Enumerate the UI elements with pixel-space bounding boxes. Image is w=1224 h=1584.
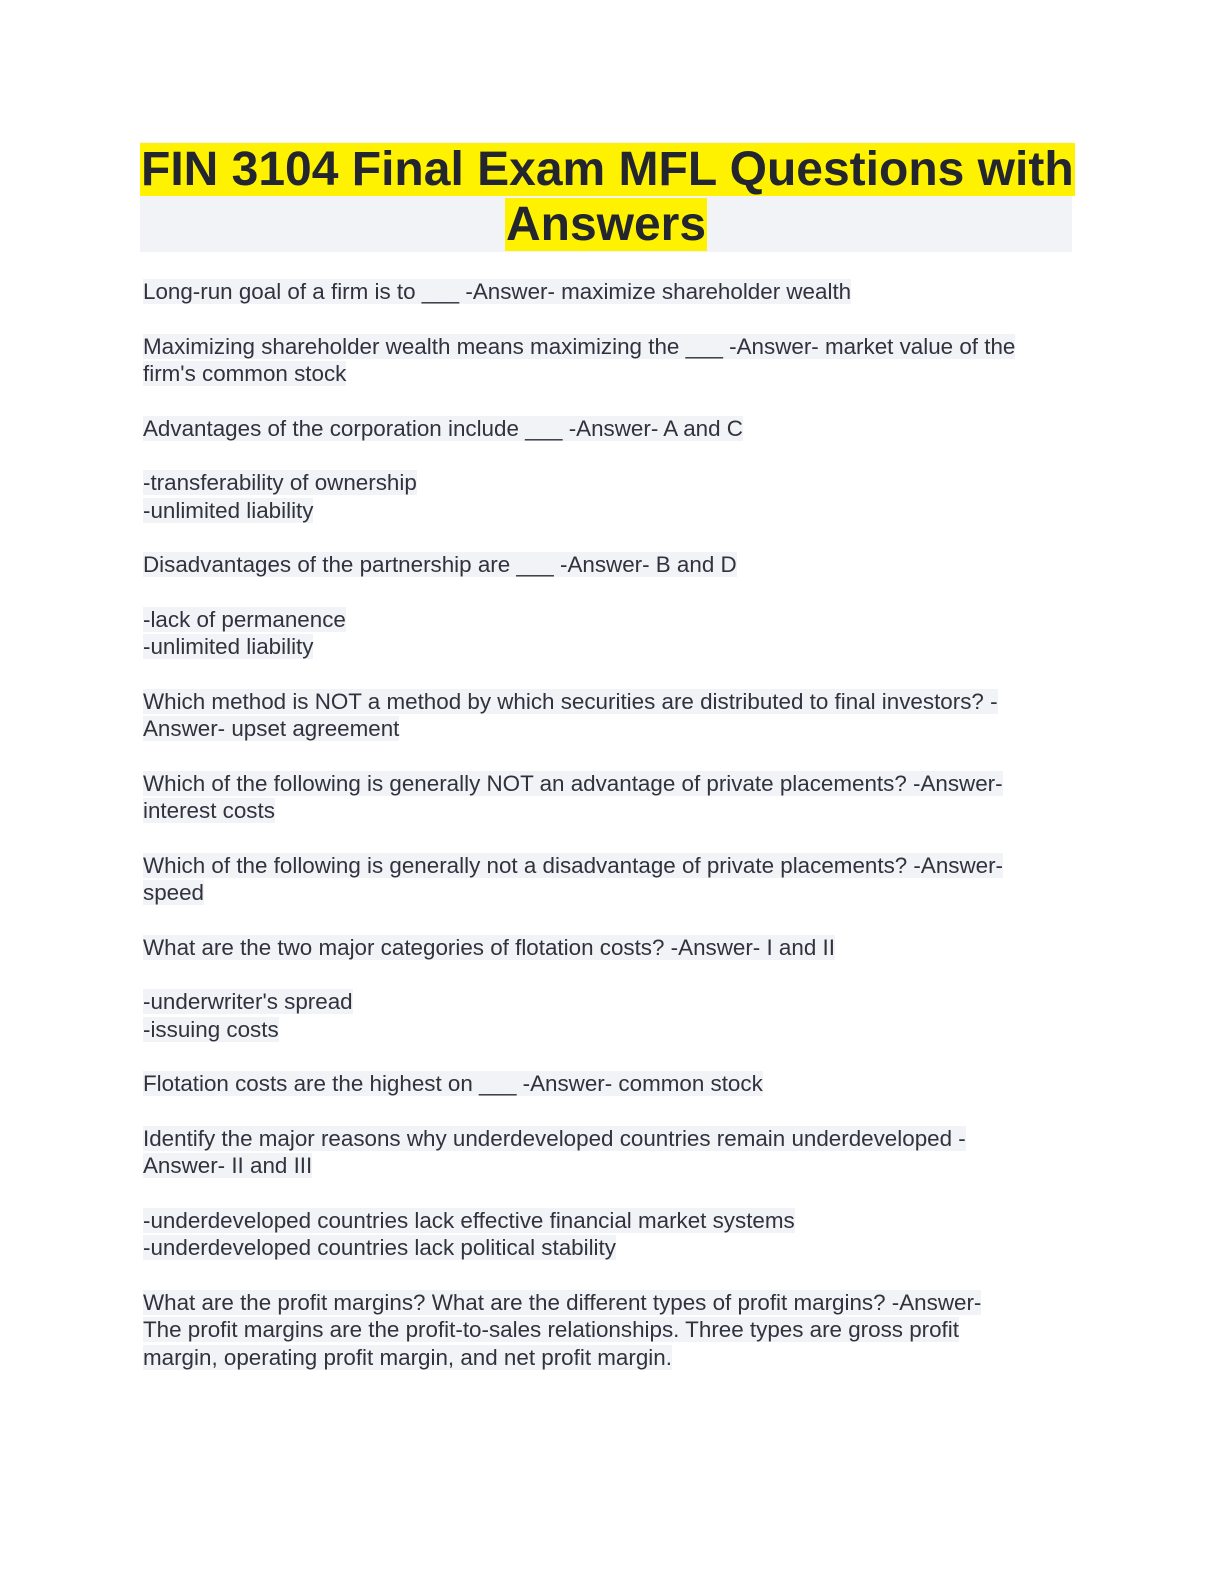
answer-list-underdeveloped [143,1207,1083,1262]
paragraph-line: Answer- upset agreement [143,716,400,741]
question-flotation-categories [143,934,1083,962]
paragraph-line: The profit margins are the profit-to-sales relationships. Three types are gross profit [143,1317,959,1342]
paragraph-line: Long-run goal of a firm is to ___ -Answer- maximize shareholder wealth [143,279,852,304]
paragraph-line: Answer- II and III [143,1153,313,1178]
question-securities-distribution [143,688,1083,743]
paragraph-line: Identify the major reasons why underdeveloped countries remain underdeveloped - [143,1125,966,1151]
list-item: -underdeveloped countries lack political stability [143,1235,616,1260]
question-corporation-advantages [143,415,1083,443]
page-title [140,142,1072,252]
paragraph-line: margin, operating profit margin, and net profit margin. [143,1344,672,1370]
question-profit-margins [143,1289,1083,1372]
title-line-2 [140,197,1072,252]
paragraph-line: Advantages of the corporation include ___ -Answer- A and C [143,415,743,441]
paragraph-line: What are the profit margins? What are the different types of profit margins? -Answer- [143,1289,982,1315]
title-line-1 [140,142,1072,197]
paragraph-line: Flotation costs are the highest on ___ -Answer- common stock [143,1071,763,1096]
list-item: -underwriter's spread [143,989,353,1014]
answer-list-flotation [143,988,1083,1043]
question-underdeveloped-countries [143,1125,1083,1180]
paragraph-line: What are the two major categories of flotation costs? -Answer- I and II [143,934,835,960]
paragraph-line: firm's common stock [143,361,347,386]
question-long-run-goal [143,278,1083,306]
paragraph-line: speed [143,880,205,905]
question-partnership-disadvantages [143,551,1083,579]
list-item: -issuing costs [143,1016,279,1042]
document-body [143,278,1083,1398]
answer-list-partnership [143,606,1083,661]
paragraph-line: Which method is NOT a method by which securities are distributed to final investors? - [143,688,998,714]
list-item: -unlimited liability [143,497,314,523]
list-item: -transferability of ownership [143,470,417,495]
title-line-1-text: FIN 3104 Final Exam MFL Questions with [141,143,1074,196]
question-private-placement-advantage [143,770,1083,825]
paragraph-line: Which of the following is generally NOT an advantage of private placements? -Answer- [143,770,1003,796]
paragraph-line: Maximizing shareholder wealth means maximizing the ___ -Answer- market value of the [143,333,1016,359]
paragraph-line: Which of the following is generally not a disadvantage of private placements? -Answer- [143,852,1004,878]
list-item: -lack of permanence [143,606,346,632]
paragraph-line: Disadvantages of the partnership are ___ -Answer- B and D [143,552,737,577]
list-item: -underdeveloped countries lack effective financial market systems [143,1207,795,1233]
paragraph-line: interest costs [143,798,275,823]
title-line-2-text: Answers [505,198,707,251]
question-shareholder-wealth [143,333,1083,388]
answer-list-corporation [143,469,1083,524]
list-item: -unlimited liability [143,634,314,659]
question-private-placement-disadvantage [143,852,1083,907]
question-flotation-highest [143,1070,1083,1098]
